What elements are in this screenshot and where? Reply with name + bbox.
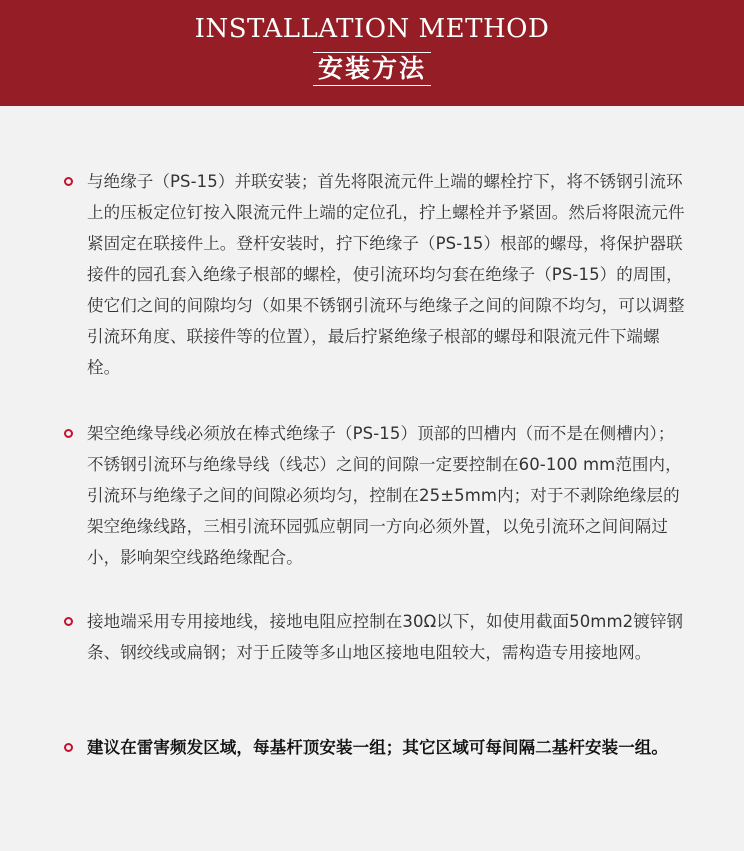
circle-bullet-icon: [64, 743, 73, 752]
circle-bullet-icon: [64, 177, 73, 186]
item-text: 架空绝缘导线必须放在棒式绝缘子（PS-15）顶部的凹槽内（而不是在侧槽内）；不锈钢引流环与绝缘导线（线芯）之间的间隙一定要控制在60-100 mm范围内，引流环与绝缘子之间的间隙必须均匀，控制在25±5mm内；对于不剥除绝缘层的架空绝缘线路，三相引流环园弧应朝同一方向必须外置，以免引流环之间间隔过小，影响架空线路绝缘配合。: [87, 424, 682, 567]
circle-bullet-icon: [64, 429, 73, 438]
item-text: 与绝缘子（PS-15）并联安装；首先将限流元件上端的螺栓拧下，将不锈钢引流环上的压板定位钉按入限流元件上端的定位孔，拧上螺栓并予紧固。然后将限流元件紧固定在联接件上。登杆安装时，拧下绝缘子（PS-15）根部的螺母，将保护器联接件的园孔套入绝缘子根部的螺栓，使引流环均匀套在绝缘子（PS-15）的周围，使它们之间的间隙均匀（如果不锈钢引流环与绝缘子之间的间隙不均匀，可以调整引流环角度、联接件等的位置），最后拧紧绝缘子根部的螺母和限流元件下端螺栓。: [87, 172, 685, 377]
title-english: INSTALLATION METHOD: [194, 14, 550, 44]
circle-bullet-icon: [64, 617, 73, 626]
item-text-emphasis: 建议在雷害频发区域，每基杆顶安装一组；其它区域可每间隔二基杆安装一组。: [87, 738, 668, 757]
header-banner: [0, 0, 744, 106]
item-text: 接地端采用专用接地线，接地电阻应控制在30Ω以下，如使用截面50mm2镀锌钢条、钢绞线或扁钢；对于丘陵等多山地区接地电阻较大，需构造专用接地网。: [87, 612, 684, 662]
title-chinese: 安装方法: [313, 52, 431, 86]
